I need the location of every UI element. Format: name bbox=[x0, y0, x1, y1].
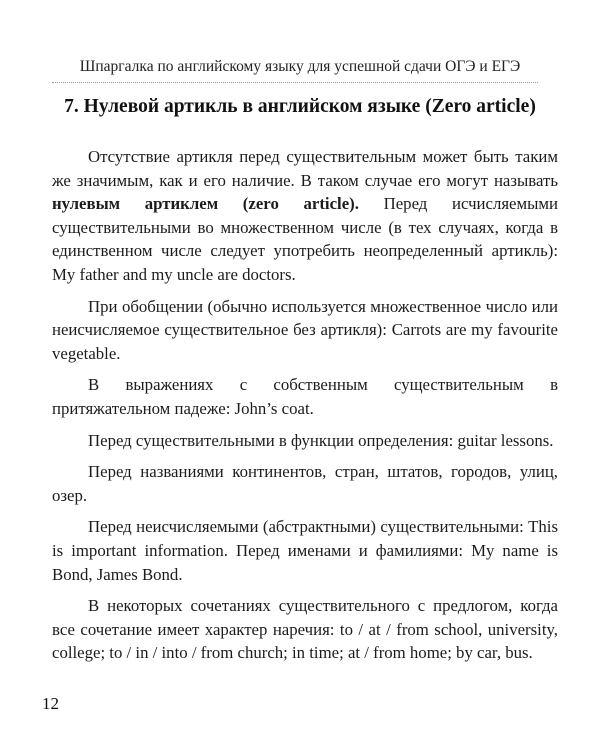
section-title: 7. Нулевой артикль в английском языке (Zero article) bbox=[64, 96, 536, 117]
paragraph-prepositional: В некоторых сочетаниях существительного с предлогом, когда все сочетание имеет характер наречия: to / at / from school, university, college; to / in / into / from church; in time; at / from home; by car, bus. bbox=[52, 596, 558, 663]
paragraph-generalization: При обобщении (обычно используется множественное число или неисчисляемое существительное без артикля): Carrots are my favourite vegetable. bbox=[52, 296, 558, 363]
body-text bbox=[52, 145, 558, 673]
zero-article-term: нулевым артиклем (zero article). bbox=[52, 194, 359, 214]
running-header: Шпаргалка по английскому языку для успешной сдачи ОГЭ и ЕГЭ bbox=[79, 58, 521, 75]
paragraph-attributive: Перед существительными в функции определения: guitar lessons. bbox=[88, 430, 554, 450]
paragraph-intro bbox=[52, 145, 558, 287]
paragraph-intro-rest: Перед исчисляемыми существительными во множественном числе (в тех случаях, когда в единственном числе следует употребить неопределенный артикль): My father and my uncle are doctors. bbox=[52, 194, 558, 284]
page-number: 12 bbox=[42, 694, 59, 713]
paragraph-intro-text: Отсутствие артикля перед существительным может быть таким же значимым, как и его наличие. В таком случае его могут называть bbox=[52, 147, 558, 190]
header-divider bbox=[52, 82, 538, 83]
paragraph-uncountable: Перед неисчисляемыми (абстрактными) существительными: This is important information. Перед именами и фамилиями: My name is Bond, James Bond. bbox=[52, 517, 558, 584]
paragraph-place-names: Перед названиями континентов, стран, штатов, городов, улиц, озер. bbox=[52, 462, 558, 505]
paragraph-possessive: В выражениях с собственным существительным в притяжательном падеже: John’s coat. bbox=[52, 375, 558, 418]
